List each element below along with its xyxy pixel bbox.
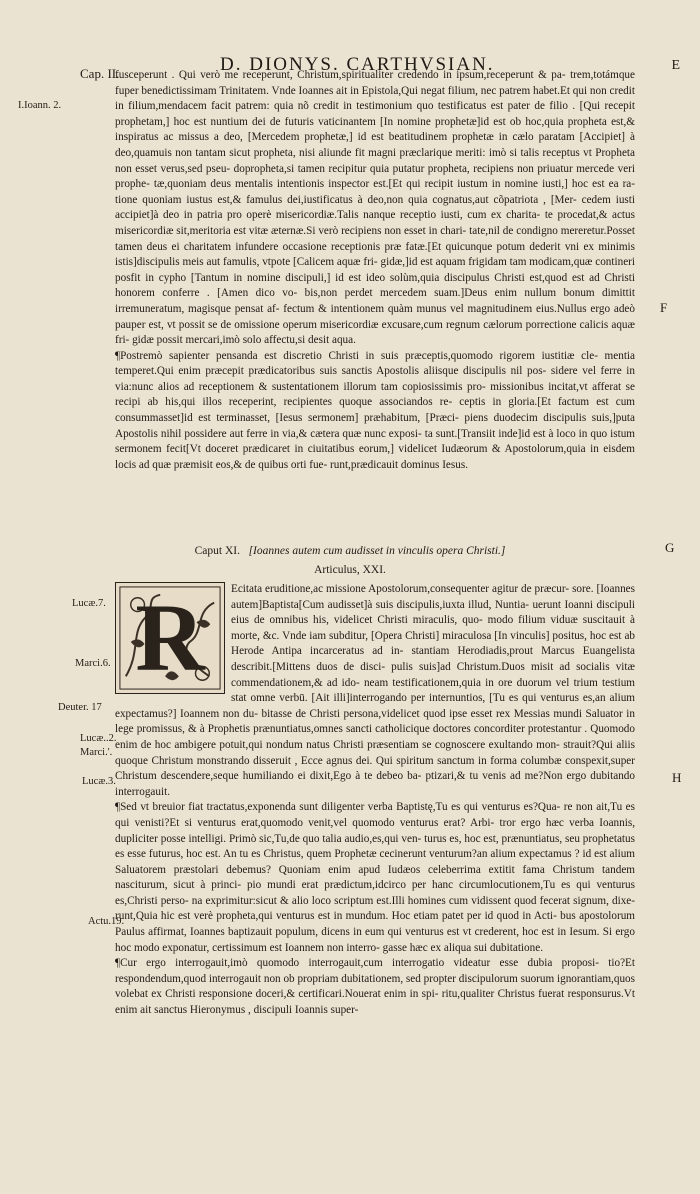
chapter-incipit: [Ioannes autem cum audisset in vinculis opera Christi.] [248, 545, 506, 557]
decorated-initial [115, 582, 225, 694]
section-letter-f: F [660, 300, 668, 315]
margin-note-deut: Deuter. 17 [58, 702, 102, 713]
paragraph: ¶Cur ergo interrogauit,imò quomodo interrogauit,cum interrogatio videatur esse dubia proposi- tio?Et respondendum,quod interrogauit non ob propriam dubitationem, sed propter discipulorum suorum ignorantiam,quos volebat ex Christi responsione doceri,& certificari.Nouerat enim in spi- ritu,qualiter Christus fuerat responsurus.Vt enim ait sanctus Hieronymus , discipuli Ioannis super- [115, 957, 635, 1017]
article-heading: Articulus, XXI. [314, 564, 386, 576]
chapter-reference: Cap. II. [80, 66, 120, 81]
running-title: D. DIONYS. CARTHVSIAN. [220, 54, 495, 75]
paragraph: Ecitata eruditione,ac missione Apostolorum,consequenter agitur de præcur- sore. [Ioannes autem]Baptista[Cum audisset]à suis discipulis,iuxta illud, Nuntia- uerunt Ioanni discipuli eius de omnibus his, videlicet Christi miraculis, quo- modo filium viduæ suscitauit à morte, &c. Vnde iam subditur, [Opera Christi] miraculosa [In vinculis] positus, hoc est ab Herode Antipa incarceratus ad in- stantiam Herodiadis,prout Marcus Euangelista describit.[Mittens duos de disci- pulis suis]ad Christum.Duos misit ad socialis vitæ commendationem,& ad ido- neam testificationem,quia in ore duorum vel trium testium stat omne verbū. [Ait illi]interrogando per internuntios, [Tu es qui venturus es,an alium expectamus?] Ioannem non du- bitasse de Christi persona,videlicet quod ipse esset rex Messias mundi Saluator in lege promissus, & à Prophetis prænuntiatus,omnes sancti catholicique doctores concorditer protestantur . Quomodo enim de hoc ambigere potuit,qui nondum natus Christi præsentiam se cognoscere exultando mon- strauit?Qui aliis quoque Christum monstrando disseruit , Ecce agnus dei. Qui spiritum sanctum in forma columbæ conspexit,super Christum descendere,seque humiliando ei dixit,Ego à te debeo ba- ptizari,& tu venis ad me?Non ergo dubitando interrogauit. [115, 583, 635, 798]
margin-note-mark6: Marci.6. [75, 658, 111, 669]
margin-note-mark1: Marci.'. [80, 747, 113, 758]
margin-note-luke7: Lucæ.7. [72, 598, 106, 609]
paragraph: ¶Sed vt breuior fiat tractatus,exponenda sunt diligenter verba Baptistę,Tu es qui venturus es?Qua- re non ait,Tu es qui venisti?Et si venturus erat,quomodo venit,vel quomodo venturus erat? Arbi- tror ergo hæc verba Ioannis, dupliciter posse intelligi. Primò sic,Tu,de quo talia audio,es,qui ven- turus es, hoc est, prænuntiatus, seu prophetatus es esse futurus, hoc est. An tu es Christus, quem Prophetæ cecinerunt venturum?an alium expectamus ? id est alium Saluatorem præstolari debemus? Quoniam enim apud Iudæos celeberrima extitit fama Christum tandem nasciturum, sicut à princi- pio mundi erat prædictum,idcirco per hanc circumlocutionem,Tu es qui venturus es,Christi perso- na exprimitur:sicut & alio loco scriptum est.Illi homines cum vidissent quod fecerat signum, dixe- runt,Quia hic est verè propheta,qui venturus est in mundum. Hoc etiam patet per id quod in Acti- bus apostolorum Paulus affirmat, Ioannes baptizauit populum, dicens in eum qui venturus est vt crederent, hoc est in Iesum. Si ergo hoc modo exponatur, certissimum est Ioannem non interro- gasse hæc ex aliqua sui dubitatione. [115, 801, 635, 954]
section-letter-g: G [665, 540, 675, 555]
margin-note-luke3: Lucæ.3. [82, 776, 116, 787]
chapter-heading [0, 545, 700, 557]
commentary-section-2 [115, 582, 635, 1072]
initial-letter: R [135, 584, 205, 691]
caput-number: Caput XI. [194, 545, 240, 557]
paragraph: ¶Postremò sapienter pensanda est discretio Christi in suis præceptis,quomodo rigorem iustitiæ cle- mentia temperet.Qui enim præcepit prædicatoribus suis sanctis Apostolis aliisque discipulis nil pos- sidere vel ferre in via:nunc alios ad receptionem & sustentationem illorum tam copiosissimis pro- missionibus incitat,vt afferat se recipi ab his,qui illos receperint, recipientes quoque associandos re- ceptis in gloria.[Et factum est cum consummasset]id est terminasset, [Iesus sermonem] præhabitum, [Præci- piens duodecim discipulis suis,]puta Apostolis nihil possidere aut ferre in via,& cætera quæ nunc exposi- ta sunt.[Transiit inde]id est à loco in quo istum sermonem fecit[Vt doceret prædicaret in ciuitatibus eorum,] videlicet Iudæorum & Apostolorum,quia in eisdem locis ad quæ præmisit eos,& de quibus orti fue- runt,prædicauit dominus Iesus. [115, 349, 635, 471]
margin-note-acts: Actu.19. [88, 916, 125, 927]
margin-note-ioann: I.Ioann. 2. [18, 100, 62, 111]
section-letter-e: E [671, 58, 680, 73]
section-letter-h: H [672, 770, 682, 785]
margin-note-luke2: Lucæ..2. [80, 733, 117, 744]
paragraph: fusceperunt . Qui verò me receperunt, Christum,spiritualiter credendo in ipsum,receperunt & pa- trem,totámque fuper benedictissimam Trinitatem. Vnde Ioannes ait in Epistola,Qui negat filium, nec patrem habet.Et qui non credit in filium,mendacem facit patrem: quia nõ credit in testimonium quo testificatus est pater de filio . [Qui recepit prophetam,] hoc est nuntium dei de futuris vaticinantem [In nomine prophetæ]id est ob hoc,quia propheta est,& inspiratus ac missus a deo, [Mercedem prophetæ,] id est beatitudinem prophetæ in cælo paratam [Accipiet] à deo,quamuis non tantam sicut propheta, nisi aliunde fit magni præclarique meriti: imò si talis receptus vt Propheta non esset verus,sed pseu- dopropheta,si tamen recipitur quia putatur propheta, recipiens non priuatur mercede veri prophe- tæ,quoniam deus mentalis intentionis inspector est.[Et qui recipit iustum in nomine iusti,] hoc est ea ra- tione quoniam iustus est,& famulus dei,iustificatus à deo,non quia cognatus,aut cõpatriota , [Mer- cedem iusti accipiet]à deo in patria pro operè misericordiæ.Talis nanque receptio iusti, cum ex charita- te procedat,& actus misericordiæ sit,meritoria est vitæ æternæ.Si verò recipiens non esset in chari- tate,nil de condigno mereretur.Posset tamen deus ei charitatem infundere occasione receptionis præ fatæ.[Et quicunque potum dederit vni ex minimis istis]discipulis meis aut famulis, vtpote [Calicem aquæ fri- gidæ,]id est aquam frigidam tam modicam,quæ contineri posfit in cypho [Tantum in nomine discipuli,] id est ideo solùm,quia discipulus Christi est,quod est ad Christi honorem conferre . [Amen dico vo- bis,non perdet mercedem suam.]Deus enim nullum bonum dimittit irremuneratum, magisque pensat af- fectum & intentionem quàm munus vel magnitudinem eius.Nullus ergo adeò pauper est, vt possit se de omissione operum misericordiæ excusare,cum regnum cælorum porrectione calicis aquæ fri- gidæ possit mercari,imò solo affectu,si desit aqua. [115, 69, 635, 347]
